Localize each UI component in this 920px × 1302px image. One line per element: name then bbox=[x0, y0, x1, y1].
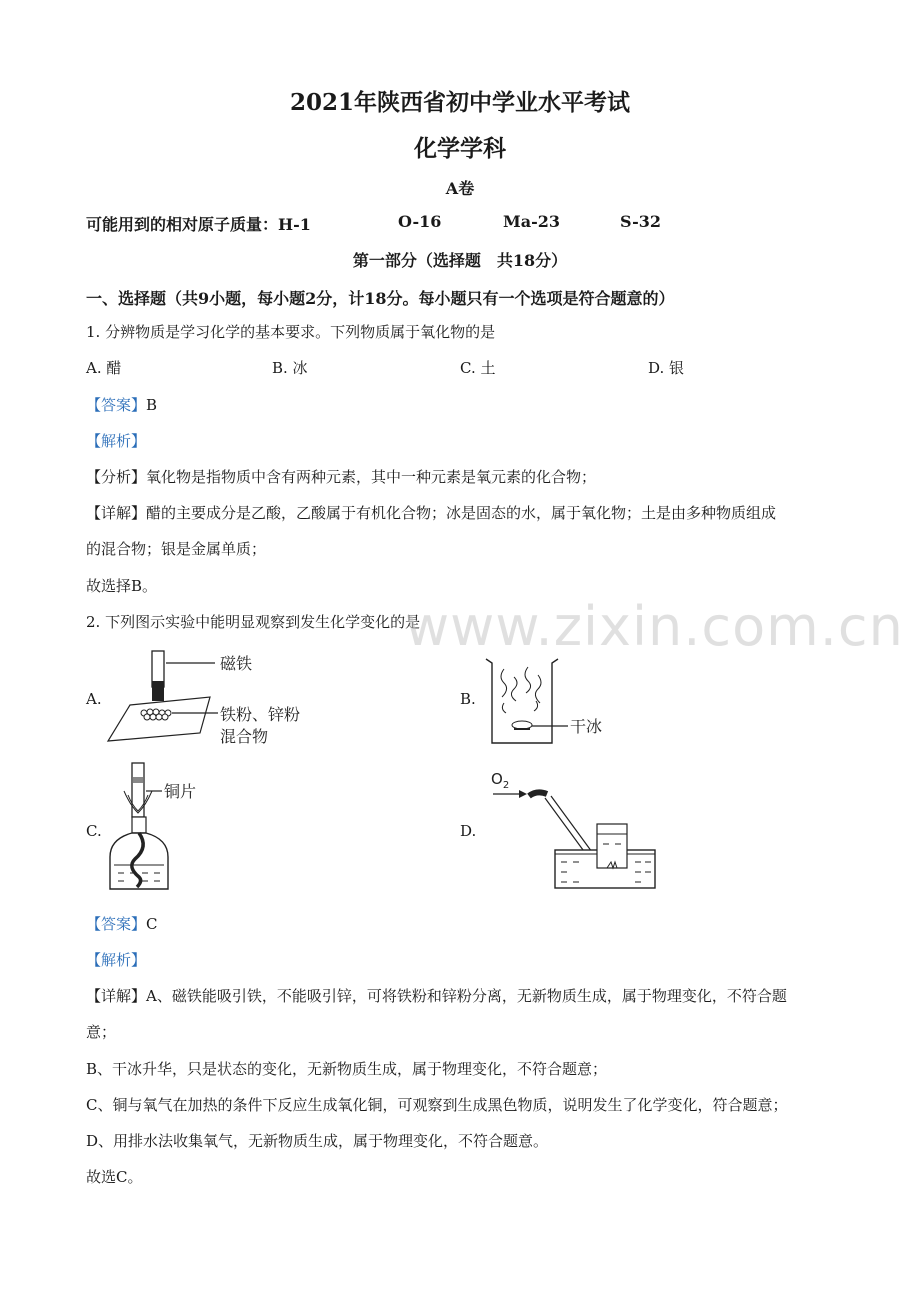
q1-analysis-line bbox=[86, 466, 596, 487]
q2-answer: C bbox=[146, 915, 158, 933]
q2-option-c: C. bbox=[86, 822, 102, 840]
q2-option-a: A. bbox=[86, 690, 102, 708]
q2-option-b: B. bbox=[460, 690, 476, 708]
q1-answer-line bbox=[86, 394, 157, 415]
atomic-mass-label: 可能用到的相对原子质量：H-1 bbox=[86, 215, 311, 234]
figure-d-label-o2-sub: 2 bbox=[502, 780, 510, 791]
q2-line-c: C、铜与氧气在加热的条件下反应生成氧化铜，可观察到生成黑色物质，说明发生了化学变化，符合题意； bbox=[86, 1096, 788, 1114]
q1-option-d: D. 银 bbox=[648, 359, 685, 377]
q2-detail-label: 【详解】 bbox=[86, 987, 147, 1005]
figure-d-label-o: O bbox=[491, 770, 503, 788]
q1-conclusion: 故选择B。 bbox=[86, 577, 158, 595]
q1-detail-line1 bbox=[86, 502, 776, 523]
q2-answer-tag: 【答案】 bbox=[86, 915, 147, 933]
q2-conclusion: 故选C。 bbox=[86, 1168, 143, 1186]
figure-a-label-mixture: 混合物 bbox=[220, 727, 269, 746]
q2-line-b: B、干冰升华，只是状态的变化，无新物质生成，属于物理变化，不符合题意； bbox=[86, 1060, 608, 1078]
q1-answer: B bbox=[146, 396, 158, 414]
figure-a-magnet-experiment bbox=[100, 645, 340, 750]
q1-analysis-text: 氧化物是指物质中含有两种元素，其中一种元素是氧元素的化合物； bbox=[146, 468, 597, 486]
figure-c-copper-heating bbox=[100, 757, 240, 897]
figure-c-label-copper: 铜片 bbox=[164, 782, 197, 801]
atomic-mass-s: S-32 bbox=[620, 212, 662, 231]
q1-analysis-tag: 【解析】 bbox=[86, 432, 147, 450]
q1-detail-text1: 醋的主要成分是乙酸，乙酸属于有机化合物；冰是固态的水，属于氧化物；土是由多种物质组成 bbox=[146, 504, 777, 522]
section-title: 一、选择题（共9小题，每小题2分，计18分。每小题只有一个选项是符合题意的） bbox=[86, 289, 675, 308]
q1-answer-tag: 【答案】 bbox=[86, 396, 147, 414]
q2-detail-line2: 意； bbox=[86, 1023, 117, 1041]
exam-subject: 化学学科 bbox=[414, 135, 506, 162]
q2-detail-text1: A、磁铁能吸引铁，不能吸引锌，可将铁粉和锌粉分离，无新物质生成，属于物理变化，不符合题 bbox=[146, 987, 787, 1005]
q1-detail-label: 【详解】 bbox=[86, 504, 147, 522]
part-title: 第一部分（选择题 共18分） bbox=[352, 251, 568, 270]
figure-a-label-magnet: 磁铁 bbox=[220, 654, 253, 673]
q2-line-d: D、用排水法收集氧气，无新物质生成，属于物理变化，不符合题意。 bbox=[86, 1132, 549, 1150]
q1-analysis-label: 【分析】 bbox=[86, 468, 147, 486]
q1-option-a: A. 醋 bbox=[86, 359, 122, 377]
figure-b-label-dry-ice: 干冰 bbox=[570, 717, 603, 736]
figure-d-label-o2 bbox=[491, 770, 509, 791]
q1-detail-line2: 的混合物；银是金属单质； bbox=[86, 540, 267, 558]
q2-answer-line bbox=[86, 913, 158, 934]
atomic-mass-line bbox=[86, 212, 686, 234]
q2-detail-line1 bbox=[86, 985, 787, 1006]
atomic-mass-ma: Ma-23 bbox=[503, 212, 560, 231]
q1-option-b: B. 冰 bbox=[272, 359, 308, 377]
figure-d-oxygen-collection bbox=[485, 768, 665, 896]
q2-analysis-tag: 【解析】 bbox=[86, 951, 147, 969]
figure-b-dry-ice-beaker bbox=[480, 655, 620, 750]
atomic-mass-o: O-16 bbox=[398, 212, 442, 231]
q1-stem: 1. 分辨物质是学习化学的基本要求。下列物质属于氧化物的是 bbox=[86, 323, 496, 341]
exam-title: 2021年陕西省初中学业水平考试 bbox=[289, 89, 630, 116]
q2-stem: 2. 下列图示实验中能明显观察到发生化学变化的是 bbox=[86, 613, 421, 631]
watermark: www.zixin.com.cn bbox=[405, 595, 904, 658]
q1-option-c: C. 土 bbox=[460, 359, 496, 377]
exam-volume: A卷 bbox=[445, 179, 475, 198]
q2-option-d: D. bbox=[460, 822, 477, 840]
figure-a-label-powders: 铁粉、锌粉 bbox=[220, 705, 301, 724]
